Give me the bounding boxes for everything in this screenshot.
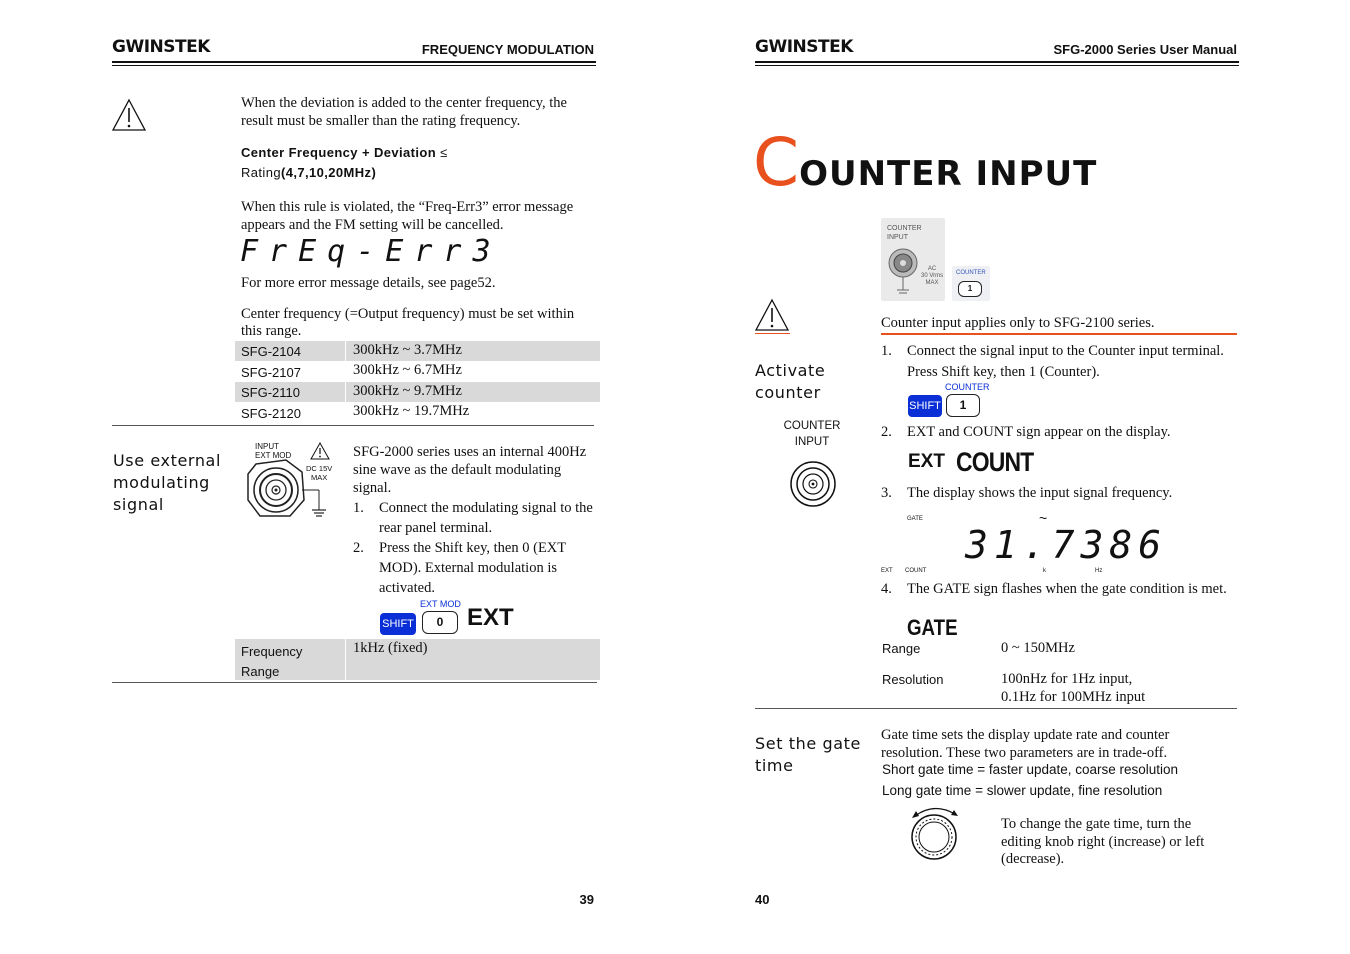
bnc-connector-icon: [887, 246, 921, 298]
activate-step-1: [881, 341, 1237, 383]
activate-step-4: [881, 579, 1237, 599]
ext-steps: [353, 498, 593, 598]
bnc-connector-icon: [789, 459, 837, 509]
range-cell: 300kHz ~ 19.7MHz: [353, 403, 470, 419]
range-value: 0 ~ 150MHz: [1001, 640, 1075, 656]
gate-title-line: time: [755, 756, 794, 775]
one-key-button[interactable]: 1: [946, 394, 980, 417]
knob-text: To change the gate time, turn the editing knob right (increase) or left (decrease).: [1001, 816, 1205, 867]
lcd-display: [881, 510, 1168, 578]
error-display: FrEq-Err3: [240, 234, 502, 269]
ext-display-indicator: EXT: [467, 604, 514, 631]
activate-section-title: [755, 360, 825, 404]
list-item: 1. Connect the signal input to the Counter input terminal. Press Shift key, then 1 (Counter).: [881, 343, 1224, 380]
activate-step-2: [881, 423, 1237, 441]
model-cell: SFG-2104: [241, 344, 301, 359]
range-text: Center frequency (=Output frequency) must be set within this range.: [241, 306, 575, 339]
range-cell: 300kHz ~ 9.7MHz: [353, 383, 462, 399]
note-rule: [881, 333, 1237, 335]
counter-note: Counter input applies only to SFG-2100 series.: [881, 315, 1155, 331]
gate-title-line: Set the gate: [755, 734, 861, 753]
page-header: SFG-2000 Series User Manual: [1053, 42, 1237, 57]
formula-line-1: [241, 145, 448, 160]
title-initial: C: [753, 124, 800, 201]
shift-key-button[interactable]: SHIFT: [908, 395, 942, 417]
page-number: 39: [579, 892, 594, 907]
panel-rating: AC 30 Vrms MAX: [921, 266, 944, 286]
list-item: 2. Press the Shift key, then 0 (EXT MOD). External modulation is activated.: [353, 540, 566, 596]
table-row: [235, 361, 600, 382]
formula-leq: ≤: [440, 145, 448, 160]
resolution-label: Resolution: [882, 672, 944, 687]
ext-mod-key-caption: EXT MOD: [420, 599, 461, 609]
counter-input-panel-photo: [881, 218, 945, 301]
ext-intro: SFG-2000 series uses an internal 400Hz sine wave as the default modulating signal.: [353, 444, 587, 496]
table-row: [235, 382, 600, 402]
editing-knob-icon: [907, 800, 963, 862]
ext-indicator: EXT: [908, 451, 945, 472]
activate-title-line: Activate: [755, 361, 826, 380]
gate-long: Long gate time = slower update, fine resolution: [882, 783, 1163, 798]
section-divider: [112, 425, 594, 426]
frequency-range-row: [235, 639, 600, 680]
gate-short: Short gate time = faster update, coarse resolution: [882, 762, 1179, 777]
header-rule: [755, 61, 1239, 66]
title-rest: OUNTER INPUT: [799, 154, 1098, 194]
bnc-connector-icon: [246, 458, 336, 526]
counter-key-photo: [952, 266, 990, 301]
ext-mod-connector-figure: [246, 442, 346, 528]
list-item: 4. The GATE sign flashes when the gate condition is met.: [881, 581, 1227, 597]
ext-title-line: signal: [113, 495, 164, 514]
model-cell: SFG-2110: [241, 385, 301, 400]
panel-key-caption: COUNTER: [956, 270, 986, 276]
header-rule: [112, 61, 596, 66]
lcd-ext: EXT: [881, 568, 893, 574]
resolution-value: 100nHz for 1Hz input, 0.1Hz for 100MHz input: [1001, 671, 1146, 705]
formula-values: (4,7,10,20MHz): [280, 165, 377, 180]
rule-text: When this rule is violated, the “Freq-Err3” error message appears and the FM setting will be cancelled.: [241, 199, 574, 233]
activate-title-line: counter: [755, 383, 821, 402]
formula-rating: Rating: [241, 165, 281, 180]
ext-title-line: Use external: [113, 451, 222, 470]
error-ref-text: For more error message details, see page52.: [241, 275, 496, 291]
page-number: 40: [755, 892, 770, 907]
range-label: Range: [882, 641, 921, 656]
formula-bold: Center Frequency + Deviation: [241, 145, 437, 160]
list-item: 3. The display shows the input signal frequency.: [881, 485, 1173, 501]
brand-logo: GWINSTEK: [112, 37, 210, 57]
section-divider: [755, 708, 1237, 709]
zero-key-button[interactable]: 0: [422, 611, 458, 634]
lcd-digits: 31.7386: [965, 523, 1168, 567]
list-item: 2. EXT and COUNT sign appear on the display.: [881, 424, 1171, 440]
counter-key-caption: COUNTER: [945, 382, 990, 392]
count-indicator: COUNT: [956, 447, 1034, 477]
table-row: [235, 341, 600, 361]
table-row: [235, 402, 600, 423]
activate-step-3: [881, 484, 1237, 502]
ext-title-line: modulating: [113, 473, 210, 492]
frequency-range-value: 1kHz (fixed): [353, 640, 428, 656]
lcd-count: COUNT: [905, 568, 927, 574]
range-cell: 300kHz ~ 3.7MHz: [353, 342, 462, 358]
formula-line-2: [241, 165, 376, 180]
range-cell: 300kHz ~ 6.7MHz: [353, 362, 462, 378]
gate-intro: Gate time sets the display update rate and counter resolution. These two parameters are in trade-off.: [881, 727, 1170, 761]
range-table: [235, 341, 600, 423]
warning-icon: [755, 298, 791, 332]
brand-logo: GWINSTEK: [755, 37, 853, 57]
model-cell: SFG-2107: [241, 365, 301, 380]
lcd-k: k: [1043, 568, 1046, 574]
warning-text: When the deviation is added to the center frequency, the result must be smaller than the rating frequency.: [241, 95, 567, 129]
chapter-title: [753, 124, 1098, 201]
lcd-wave: ~: [1039, 510, 1048, 526]
panel-label: COUNTER INPUT: [887, 225, 922, 241]
shift-key-button[interactable]: SHIFT: [380, 613, 416, 635]
connector-label: INPUT EXT MOD: [255, 442, 292, 460]
gate-indicator: GATE: [907, 615, 958, 640]
page-header: FREQUENCY MODULATION: [421, 42, 594, 57]
list-item: 1. Connect the modulating signal to the rear panel terminal.: [353, 500, 593, 536]
ext-section-title: [113, 450, 221, 516]
warning-icon: [111, 98, 147, 132]
counter-input-label: COUNTER INPUT: [783, 420, 841, 448]
section-divider: [112, 682, 597, 683]
frequency-range-label: Frequency Range: [241, 644, 303, 679]
lcd-hz: Hz: [1095, 568, 1103, 574]
lcd-gate: GATE: [907, 516, 923, 522]
model-cell: SFG-2120: [241, 406, 301, 421]
gate-section-title: [755, 733, 861, 777]
panel-key: 1: [958, 281, 982, 297]
connector-rating: DC 15V MAX: [306, 464, 333, 482]
